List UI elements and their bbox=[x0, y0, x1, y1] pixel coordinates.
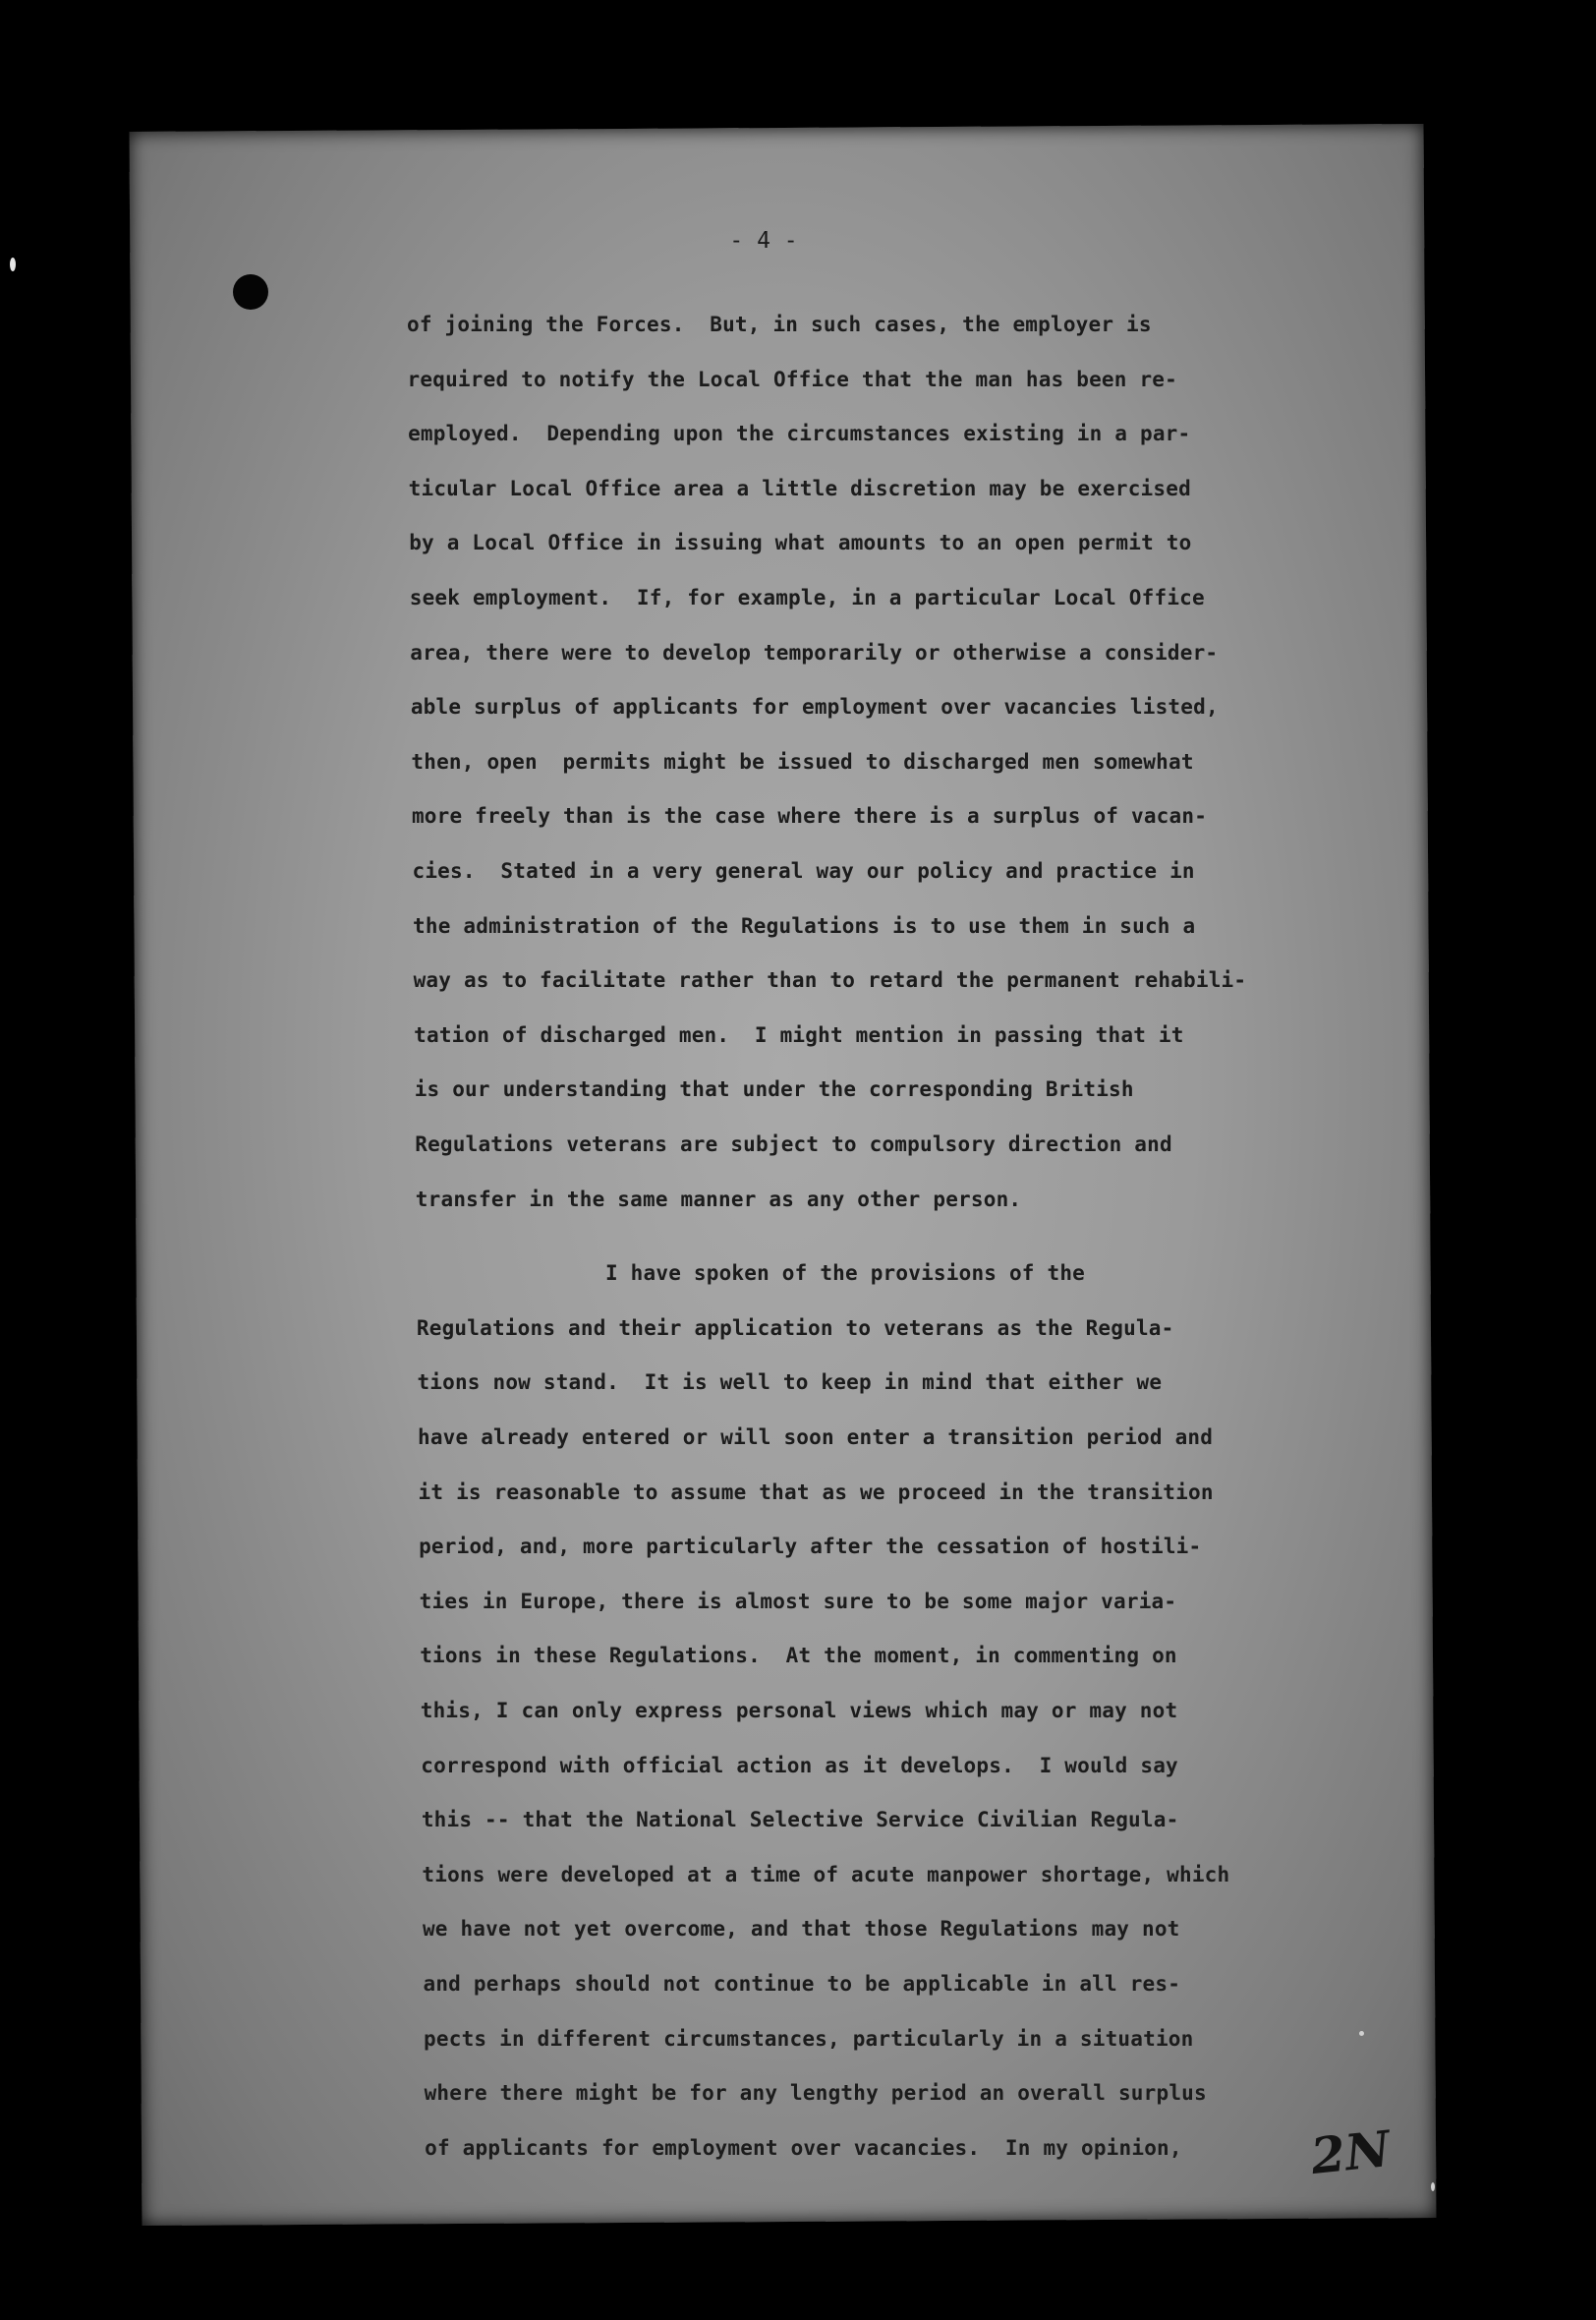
text-line: tions were developed at a time of acute manpower shortage, which bbox=[422, 1862, 1230, 1886]
text-line: Regulations and their application to veterans as the Regula- bbox=[416, 1315, 1174, 1340]
text-line: able surplus of applicants for employment over vacancies listed, bbox=[410, 695, 1219, 720]
text-line: this, I can only express personal views which may or may not bbox=[420, 1699, 1178, 1722]
text-line: area, there were to develop temporarily or otherwise a consider- bbox=[410, 640, 1219, 665]
text-line: period, and, more particularly after the cessation of hostili- bbox=[419, 1535, 1202, 1559]
punch-hole bbox=[233, 274, 268, 310]
text-line: transfer in the same manner as any other person. bbox=[415, 1187, 1022, 1211]
text-line: tions now stand. It is well to keep in mind that either we bbox=[417, 1370, 1163, 1395]
text-line: cies. Stated in a very general way our policy and practice in bbox=[412, 859, 1195, 883]
text-line: where there might be for any lengthy period an overall surplus bbox=[424, 2081, 1207, 2106]
text-line: tation of discharged men. I might mention in passing that it bbox=[414, 1022, 1184, 1047]
text-line: and perhaps should not continue to be applicable in all res- bbox=[423, 1972, 1181, 1996]
text-line: of joining the Forces. But, in such cases, the employer is bbox=[407, 313, 1152, 336]
text-line: of applicants for employment over vacancies. In my opinion, bbox=[425, 2135, 1182, 2160]
text-line: by a Local Office in issuing what amounts to an open permit to bbox=[409, 531, 1192, 555]
text-line: way as to facilitate rather than to retard the permanent rehabili- bbox=[413, 968, 1247, 993]
text-line: ties in Europe, there is almost sure to be some major varia- bbox=[419, 1589, 1177, 1613]
text-line: this -- that the National Selective Service Civilian Regula- bbox=[421, 1808, 1179, 1832]
text-line: employed. Depending upon the circumstances existing in a par- bbox=[408, 422, 1191, 446]
text-line: required to notify the Local Office that the man has been re- bbox=[407, 367, 1177, 391]
handwritten-folio-stamp: 2N bbox=[1308, 2118, 1394, 2186]
text-line: I have spoken of the provisions of the bbox=[416, 1261, 1086, 1286]
text-line: Regulations veterans are subject to compulsory direction and bbox=[415, 1132, 1172, 1156]
scan-speck bbox=[1359, 2031, 1364, 2036]
text-line: have already entered or will soon enter a transition period and bbox=[418, 1425, 1214, 1449]
text-line: tions in these Regulations. At the moment, in commenting on bbox=[420, 1644, 1177, 1668]
text-line: seek employment. If, for example, in a particular Local Office bbox=[409, 586, 1205, 609]
page-number: - 4 - bbox=[729, 228, 798, 254]
text-line: the administration of the Regulations is to use them in such a bbox=[413, 913, 1196, 938]
text-line: we have not yet overcome, and that those Regulations may not bbox=[422, 1917, 1180, 1942]
text-line: it is reasonable to assume that as we proceed in the transition bbox=[418, 1479, 1214, 1504]
text-line: correspond with official action as it develops. I would say bbox=[421, 1753, 1178, 1777]
scan-speck bbox=[1431, 2182, 1435, 2191]
text-line: more freely than is the case where there is a surplus of vacan- bbox=[411, 804, 1208, 829]
text-line: pects in different circumstances, particularly in a situation bbox=[424, 2026, 1194, 2051]
scan-speck bbox=[10, 258, 16, 271]
text-line: then, open permits might be issued to discharged men somewhat bbox=[411, 749, 1194, 774]
text-line: is our understanding that under the corresponding British bbox=[414, 1077, 1134, 1102]
text-line: ticular Local Office area a little discretion may be exercised bbox=[408, 476, 1191, 500]
